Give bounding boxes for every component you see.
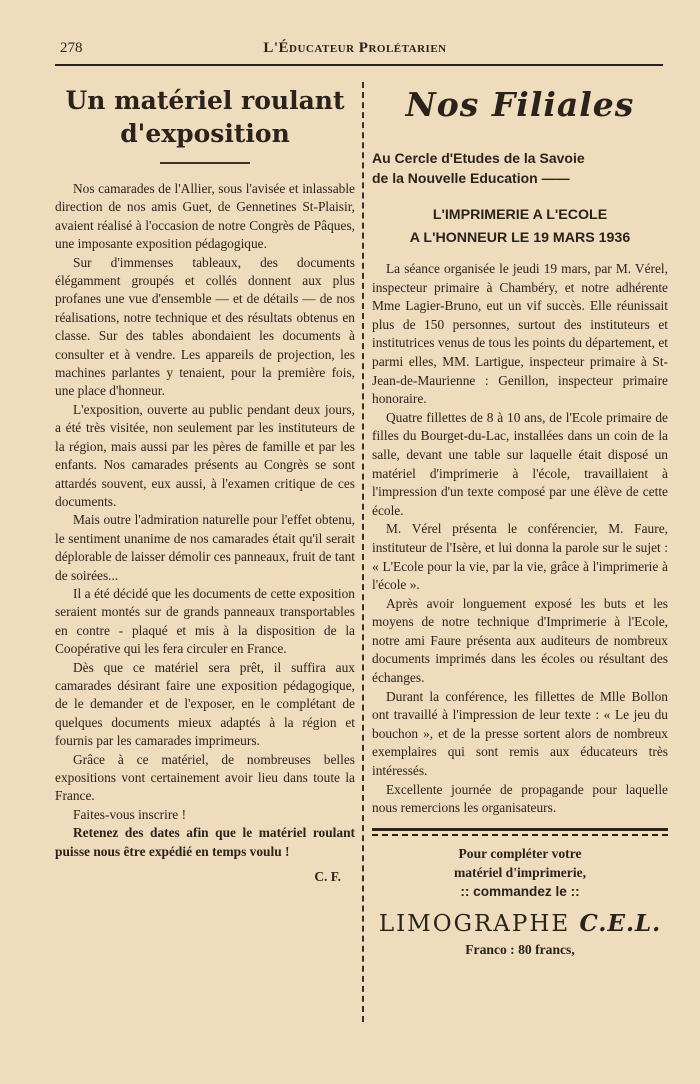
paragraph: L'exposition, ouverte au public pendant deux jours, a été très visitée, non seulement par les instituteurs de la région, mais aussi par les pères de famille et par les enfants. Nos camarades présents au Congrès se sont attardés souvent, eux aussi, à l'examen critique de ces documents. (55, 401, 355, 509)
subheading (372, 148, 668, 188)
right-section-title: Nos Filiales (405, 85, 635, 124)
headline-line2: A L'HONNEUR LE 19 MARS 1936 (409, 230, 631, 246)
ad-rule-thick (372, 828, 668, 831)
headline-line1: L'IMPRIMERIE A L'ECOLE (432, 207, 608, 223)
paragraph: Mais outre l'admiration naturelle pour l'effet obtenu, le sentiment unanime de nos camarades était qu'il serait déplorable de laisser démolir ces panneaux, fruit de tant de soirées... (55, 512, 355, 583)
paragraph: M. Vérel présenta le conférencier, M. Faure, instituteur de l'Isère, et lui donna la parole sur le sujet : « L'Ecole pour la vie, par la vie, grâce à l'imprimerie à l'école ». (372, 521, 668, 593)
ad-price: Franco : 80 francs, (465, 941, 575, 957)
paragraph: Excellente journée de propagande pour laquelle nous remercions les organisateurs. (372, 781, 668, 816)
column-divider (362, 82, 364, 1022)
ad-brand-name: LIMOGRAPHE (378, 910, 571, 937)
page-number: 278 (60, 40, 83, 56)
signature: C. F. (314, 869, 341, 885)
subheading-line1: Au Cercle d'Etudes de la Savoie (372, 150, 585, 166)
paragraph: Il a été décidé que les documents de cette exposition seraient montés sur de grands panneaux transportables en contre - plaqué et mis à la disposition de la Coopérative qui les fera circuler en France. (55, 585, 355, 657)
paragraph: Retenez des dates afin que le matériel roulant puisse nous être expédié en temps voulu ! (55, 825, 355, 859)
running-head: L'Éducateur Prolétarien (263, 40, 447, 56)
right-article-body (372, 260, 668, 818)
title-rule (160, 162, 250, 164)
ad-line3: :: commandez le :: (460, 883, 580, 899)
left-article-body (55, 180, 355, 861)
paragraph: Dès que ce matériel sera prêt, il suffira aux camarades désirant faire une exposition pédagogique, de le demander et de l'exposer, en le complétant de quelques documents mieux adaptés à la région et fournis par les camarades imprimeurs. (55, 659, 355, 749)
subheading-line2: de la Nouvelle Education —— (372, 170, 570, 186)
paragraph: Sur d'immenses tableaux, des documents élégamment groupés et collés donnent aux plus profanes une vue d'ensemble — et de détails — de nos réalisations, notre technique et des résultats obtenus en classe. Sur des tables abondaient les documents à consulter et à vendre. Les appareils de projection, les machines parlantes y tenaient, pour la première fois, une place d'honneur. (55, 254, 355, 399)
ad-brand-suffix: C.E.L. (579, 909, 662, 937)
right-article (372, 84, 668, 959)
left-article (55, 84, 355, 885)
paragraph: Grâce à ce matériel, de nombreuses belles expositions vont certainement avoir lieu dans toute la France. (55, 751, 355, 804)
ad-line1: Pour compléter votre (458, 845, 582, 861)
header-rule (55, 64, 663, 66)
left-article-title (55, 84, 355, 150)
ad-rule-dashed (372, 834, 668, 836)
paragraph: Après avoir longuement exposé les buts et les moyens de notre technique d'Imprimerie à l'Ecole, notre ami Faure présenta aux auditeurs de nombreux documents imprimés dans les écoles ou résultant des échanges. (372, 595, 668, 686)
paragraph: Nos camarades de l'Allier, sous l'avisée et inlassable direction de nos amis Guet, de Gennetines St-Plaisir, avaient réalisé à l'occasion de notre Congrès de Pâques, une imposante exposition pédagogique. (55, 181, 355, 252)
left-title-line2: d'exposition (120, 119, 290, 148)
paragraph: Faites-vous inscrire ! (73, 806, 187, 822)
ad-brand (372, 907, 668, 941)
paragraph: Quatre fillettes de 8 à 10 ans, de l'Ecole primaire de filles du Bourget-du-Lac, installées dans un coin de la salle, devant une table sur laquelle était disposé un matériel d'imprimerie à l'école, travaillaient à l'impression d'un texte composé par une élève de cette école. (372, 409, 668, 518)
left-title-line1: Un matériel roulant (65, 86, 345, 115)
advertisement (372, 844, 668, 959)
article-headline (372, 204, 668, 250)
paragraph: La séance organisée le jeudi 19 mars, par M. Vérel, inspecteur primaire à Chambéry, et notre adhérente Mme Lagier-Bruno, eut un vif succès. Elle réunissait plus de 150 personnes, surtout des instituteurs et institutrices venus de tous les points du département, et parmi elles, MM. Lartigue, inspecteur primaire à St-Jean-de-Maurienne : Genillon, inspecteur primaire honoraire. (372, 261, 668, 407)
paragraph: Durant la conférence, les fillettes de Mlle Bollon ont travaillé à l'impression de leur texte : « Le jeu du bouchon », et de la presse sortent alors de nombreux exemplaires qui sont remis aux éducateurs très intéressés. (372, 688, 668, 779)
ad-line2: matériel d'imprimerie, (453, 864, 587, 880)
